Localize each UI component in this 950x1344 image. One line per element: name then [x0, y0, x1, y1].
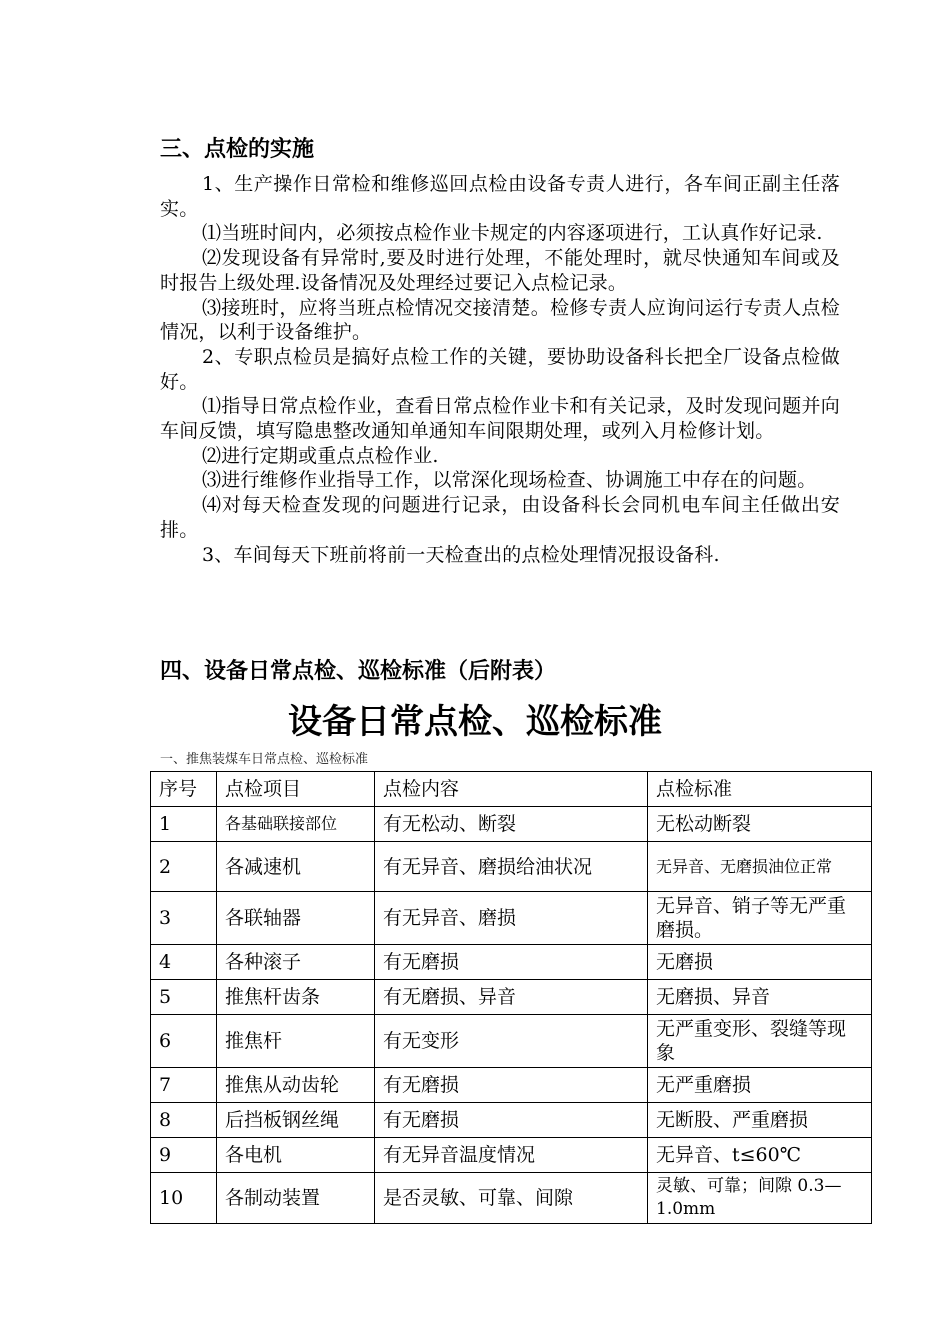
standard-title: 设备日常点检、巡检标准: [288, 702, 662, 742]
table-row: [151, 1015, 872, 1068]
table-row: [151, 842, 872, 892]
table-row: [151, 1068, 872, 1103]
table-cell: 后挡板钢丝绳: [217, 1103, 375, 1138]
table-cell: 灵敏、可靠；间隙 0.3—1.0mm: [648, 1173, 872, 1224]
table-cell: 有无异音、磨损: [375, 892, 648, 945]
table-cell: 无磨损、异音: [648, 980, 872, 1015]
standard-subtitle: 一、推焦装煤车日常点检、巡检标准: [160, 752, 369, 767]
table-cell: 有无异音、磨损给油状况: [375, 842, 648, 892]
table-cell: 有无磨损、异音: [375, 980, 648, 1015]
table-cell: 推焦杆齿条: [217, 980, 375, 1015]
table-row: [151, 807, 872, 842]
table-cell: 2: [151, 842, 217, 892]
table-cell: 3: [151, 892, 217, 945]
table-cell: 4: [151, 945, 217, 980]
table-cell: 有无磨损: [375, 945, 648, 980]
inspection-standard-table: [150, 771, 872, 1224]
table-cell: 推焦从动齿轮: [217, 1068, 375, 1103]
table-row: [151, 892, 872, 945]
section-4-heading: 四、设备日常点检、巡检标准（后附表）: [160, 659, 557, 684]
section-3-body: [160, 172, 840, 567]
table-cell: 无断股、严重磨损: [648, 1103, 872, 1138]
table-cell: 无严重变形、裂缝等现象: [648, 1015, 872, 1068]
table-cell: 无异音、无磨损油位正常: [648, 842, 872, 892]
paragraph: ⑴当班时间内，必须按点检作业卡规定的内容逐项进行，工认真作好记录.: [202, 222, 823, 245]
paragraph: ⑵进行定期或重点点检作业.: [202, 444, 439, 467]
table-cell: 各联轴器: [217, 892, 375, 945]
table-cell: 无严重磨损: [648, 1068, 872, 1103]
paragraph: ⑶进行维修作业指导工作，以常深化现场检查、协调施工中存在的问题。: [202, 469, 817, 492]
paragraph: ⑴指导日常点检作业，查看日常点检作业卡和有关记录，及时发现问题并向车间反馈，填写隐患整改通知单通知车间限期处理，或列入月检修计划。: [160, 395, 840, 443]
table-row: [151, 1103, 872, 1138]
table-cell: 8: [151, 1103, 217, 1138]
table-row: [151, 945, 872, 980]
paragraph: 3、车间每天下班前将前一天检查出的点检处理情况报设备科.: [202, 543, 720, 566]
table-cell: 各基础联接部位: [217, 807, 375, 842]
section-3-heading: 三、点检的实施: [160, 137, 315, 162]
table-cell: 无异音、销子等无严重磨损。: [648, 892, 872, 945]
table-cell: 10: [151, 1173, 217, 1224]
paragraph: 1、生产操作日常检和维修巡回点检由设备专责人进行，各车间正副主任落实。: [160, 173, 840, 220]
table-header-row: [151, 772, 872, 807]
table-cell: 有无磨损: [375, 1103, 648, 1138]
paragraph: ⑷对每天检查发现的问题进行记录，由设备科长会同机电车间主任做出安排。: [160, 494, 840, 541]
header-cell: 点检内容: [375, 772, 648, 807]
table-row: [151, 980, 872, 1015]
table-row: [151, 1138, 872, 1173]
table-cell: 有无变形: [375, 1015, 648, 1068]
table-row: [151, 1173, 872, 1224]
paragraph: ⑶接班时，应将当班点检情况交接清楚。检修专责人应询问运行专责人点检情况，以利于设备维护。: [160, 296, 840, 344]
table-cell: 无异音、t≤60℃: [648, 1138, 872, 1173]
header-cell: 序号: [151, 772, 217, 807]
table-cell: 各制动装置: [217, 1173, 375, 1224]
table-cell: 有无松动、断裂: [375, 807, 648, 842]
paragraph: 2、专职点检员是搞好点检工作的关键，要协助设备科长把全厂设备点检做好。: [160, 345, 840, 393]
table-cell: 无松动断裂: [648, 807, 872, 842]
table-cell: 无磨损: [648, 945, 872, 980]
table-cell: 1: [151, 807, 217, 842]
table-cell: 是否灵敏、可靠、间隙: [375, 1173, 648, 1224]
table-cell: 有无异音温度情况: [375, 1138, 648, 1173]
table-cell: 各减速机: [217, 842, 375, 892]
table-cell: 9: [151, 1138, 217, 1173]
table-cell: 有无磨损: [375, 1068, 648, 1103]
table-cell: 各电机: [217, 1138, 375, 1173]
header-cell: 点检标准: [648, 772, 872, 807]
table-cell: 7: [151, 1068, 217, 1103]
table-cell: 6: [151, 1015, 217, 1068]
table-cell: 5: [151, 980, 217, 1015]
table-cell: 推焦杆: [217, 1015, 375, 1068]
table-cell: 各种滚子: [217, 945, 375, 980]
header-cell: 点检项目: [217, 772, 375, 807]
paragraph: ⑵发现设备有异常时,要及时进行处理，不能处理时，就尽快通知车间或及时报告上级处理.设备情况及处理经过要记入点检记录。: [160, 247, 840, 294]
